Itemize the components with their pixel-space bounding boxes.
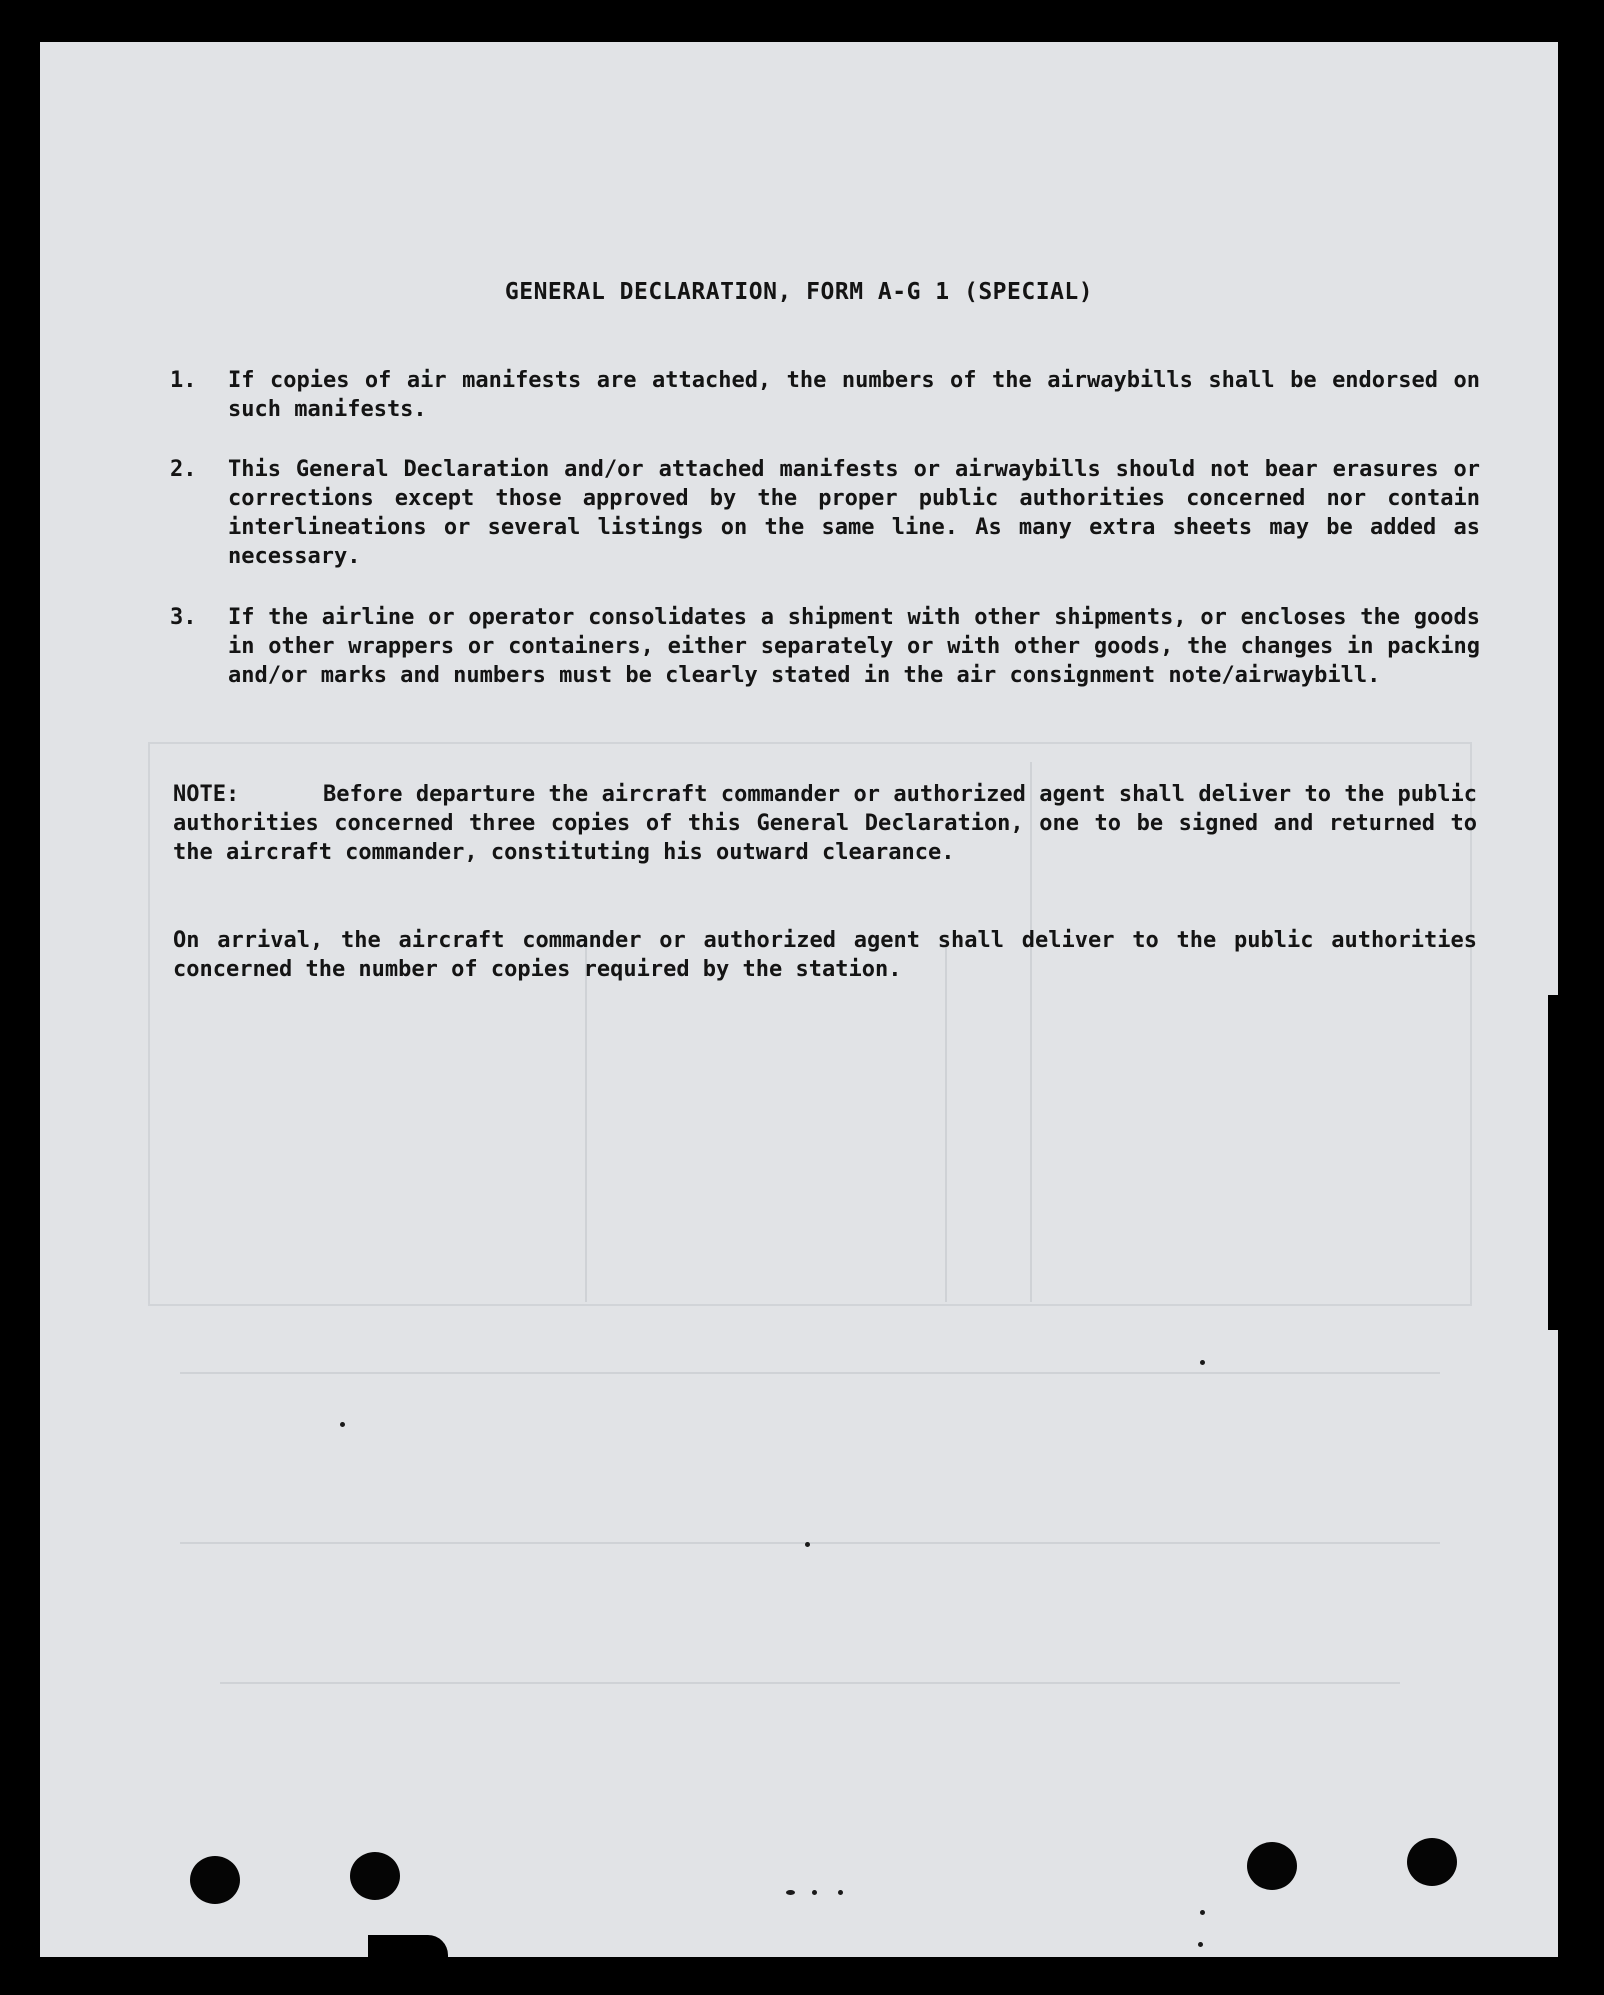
edge-shadow — [1548, 995, 1558, 1330]
instruction-item-3 — [170, 603, 1480, 690]
speck — [786, 1890, 795, 1895]
speck — [1198, 1942, 1203, 1947]
arrival-paragraph: On arrival, the aircraft commander or authorized agent shall deliver to the public authorities concerned the number of copies required by the station. — [173, 928, 1477, 982]
punch-hole — [1407, 1838, 1457, 1886]
instruction-item-2 — [170, 455, 1480, 571]
speck — [1200, 1910, 1205, 1915]
punch-hole — [350, 1852, 400, 1900]
speck — [805, 1542, 810, 1547]
punch-hole — [1247, 1842, 1297, 1890]
punch-hole — [190, 1856, 240, 1904]
item-number: 3. — [170, 605, 197, 630]
document-page — [40, 42, 1558, 1957]
speck — [838, 1890, 843, 1895]
torn-edge — [368, 1935, 448, 1957]
speck — [1200, 1360, 1205, 1365]
speck — [812, 1890, 817, 1895]
note-paragraph — [173, 780, 1477, 867]
note-label: NOTE: — [173, 782, 240, 807]
speck — [340, 1422, 345, 1427]
item-text: If copies of air manifests are attached, the numbers of the airwaybills shall be endorsed on such manifests. — [228, 368, 1480, 422]
item-text: This General Declaration and/or attached manifests or airwaybills should not bear erasures or corrections except those approved by the proper public authorities concerned nor contain interlineations or several listings on the same line. As many extra sheets may be added as necessary. — [228, 457, 1480, 569]
item-number: 1. — [170, 368, 197, 393]
item-number: 2. — [170, 457, 197, 482]
instruction-item-1 — [170, 366, 1480, 424]
note-text: Before departure the aircraft commander or authorized agent shall deliver to the public authorities concerned three copies of this General Declaration, one to be signed and returned to the aircraft commander, constituting his outward clearance. — [173, 782, 1477, 865]
page-title: GENERAL DECLARATION, FORM A-G 1 (SPECIAL) — [504, 279, 1094, 305]
item-text: If the airline or operator consolidates a shipment with other shipments, or encloses the goods in other wrappers or containers, either separately or with other goods, the changes in packing and/or marks and numbers must be clearly stated in the air consignment note/airwaybill. — [228, 605, 1480, 688]
document-body — [40, 42, 1558, 1957]
